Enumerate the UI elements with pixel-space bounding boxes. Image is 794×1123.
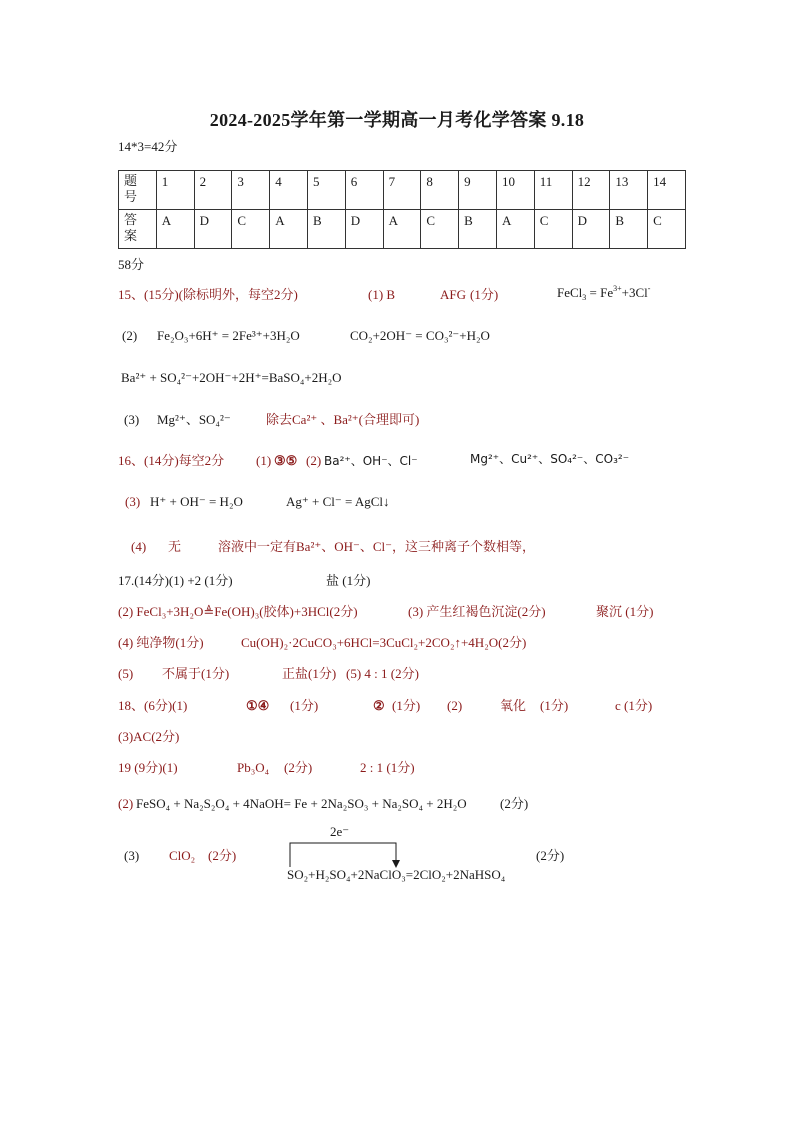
q16-equation-agcl: Ag⁺ + Cl⁻ = AgCl↓ xyxy=(286,494,390,509)
q17-line-4-ratio: (5) 4 : 1 (2分) xyxy=(346,666,419,681)
q17-line-4-not-belong: 不属于(1分) xyxy=(162,666,230,681)
table-cell: 12 xyxy=(572,171,610,210)
q17-line-3-equation: Cu(OH)₂·2CuCO₃+6HCl=3CuCl₂+2CO₂↑+4H₂O(2分) xyxy=(241,635,527,650)
q17-line-3-pure: (4) 纯净物(1分) xyxy=(118,635,204,650)
table-row xyxy=(119,171,686,210)
q18-answer-1b-score: (1分) xyxy=(392,698,421,713)
q15-answer-afg: AFG xyxy=(440,287,467,302)
table-cell: 11 xyxy=(534,171,572,210)
table-cell: A xyxy=(156,210,194,249)
q16-answer-1: ③⑤ xyxy=(274,453,298,468)
table-cell: B xyxy=(459,210,497,249)
table-cell: C xyxy=(421,210,459,249)
row-header-answer: 答 案 xyxy=(119,210,157,249)
q18-answer-2-score: (1分) xyxy=(540,698,569,713)
q15-equation-fecl3: FeCl$_3$ = $Fe^{3+}+3Cl^-$ xyxy=(557,284,651,302)
q19-answer-3-score: (2分) xyxy=(208,848,237,863)
q16-answer-2-ions: Ba²⁺、OH⁻、Cl⁻ xyxy=(324,454,418,468)
q18-answer-3: (3)AC(2分) xyxy=(118,729,180,744)
table-cell: 13 xyxy=(610,171,648,210)
q19-answer-2-label: (2) xyxy=(118,796,134,811)
q19-answer-1b: 2 : 1 (1分) xyxy=(360,760,415,775)
q16-equation-neutralization: H⁺ + OH⁻ = H₂O xyxy=(150,494,243,509)
q15-answer-3-label: (3) xyxy=(124,412,140,427)
q19-equation-feso4: FeSO₄ + Na₂S₂O₄ + 4NaOH= Fe + 2Na₂SO₃ + Na₂SO₄ + 2H₂O xyxy=(136,796,467,811)
table-cell: 8 xyxy=(421,171,459,210)
table-cell: 9 xyxy=(459,171,497,210)
table-cell: 7 xyxy=(383,171,421,210)
q17-line-4-label: (5) xyxy=(118,666,134,681)
q17-line-2-equation: (2) FeCl₃+3H₂O≜Fe(OH)₃(胶体)+3HCl(2分) xyxy=(118,604,358,619)
q16-answer-2-label: (2) xyxy=(306,453,322,468)
q15-equation-fe2o3: Fe₂O₃+6H⁺ = 2Fe³⁺+3H₂O xyxy=(157,328,300,343)
electron-transfer-label: 2e⁻ xyxy=(330,824,350,839)
table-cell: C xyxy=(534,210,572,249)
table-cell: B xyxy=(307,210,345,249)
table-cell: 2 xyxy=(194,171,232,210)
table-cell: 4 xyxy=(270,171,308,210)
page-title: 2024-2025学年第一学期高一月考化学答案 9.18 xyxy=(209,110,585,130)
q16-head: 16、(14分)每空2分 xyxy=(118,453,225,468)
table-cell: 6 xyxy=(345,171,383,210)
q18-answer-2-label: (2) xyxy=(447,698,463,713)
table-cell: D xyxy=(194,210,232,249)
table-cell: C xyxy=(648,210,686,249)
part1-score-line: 14*3=42分 xyxy=(118,139,178,154)
q15-head: 15、(15分)(除标明外，每空2分) xyxy=(118,287,298,302)
q15-answer-1: (1) B xyxy=(368,287,396,302)
table-cell: 5 xyxy=(307,171,345,210)
table-cell: 10 xyxy=(496,171,534,210)
q19-head: 19 (9分)(1) xyxy=(118,760,178,775)
table-cell: 14 xyxy=(648,171,686,210)
table-row xyxy=(119,210,686,249)
q15-answer-3-remove: 除去Ca²⁺ 、Ba²⁺(合理即可) xyxy=(266,412,420,427)
q19-equation-clo2: SO₂+H₂SO₄+2NaClO₃=2ClO₂+2NaHSO₄ xyxy=(287,867,506,882)
q16-answer-3-label: (3) xyxy=(125,494,141,509)
q15-answer-2-label: (2) xyxy=(122,328,138,343)
q17-line-4-normal-salt: 正盐(1分) xyxy=(282,666,337,681)
part2-score-line: 58分 xyxy=(118,257,145,272)
q19-answer-2-score: (2分) xyxy=(500,796,529,811)
table-cell: C xyxy=(232,210,270,249)
q18-answer-1-score: (1分) xyxy=(290,698,319,713)
table-cell: D xyxy=(345,210,383,249)
q17-line-2-precipitate: (3) 产生红褐色沉淀(2分) xyxy=(408,604,546,619)
table-cell: A xyxy=(270,210,308,249)
table-cell: D xyxy=(572,210,610,249)
q15-equation-co2: CO₂+2OH⁻ = CO₃²⁻+H₂O xyxy=(350,328,490,343)
q19-answer-3-label: (3) xyxy=(124,848,140,863)
q16-answer-4-label: (4) xyxy=(131,539,147,554)
q17-line-2-coagulation: 聚沉 (1分) xyxy=(596,604,654,619)
table-cell: 1 xyxy=(156,171,194,210)
table-cell: A xyxy=(496,210,534,249)
q15-equation-baso4: Ba²⁺ + SO₄²⁻+2OH⁻+2H⁺=BaSO₄+2H₂O xyxy=(121,370,342,385)
q19-answer-1: Pb₃O₄ xyxy=(237,760,270,775)
table-cell: A xyxy=(383,210,421,249)
q17-line-1-salt: 盐 (1分) xyxy=(326,573,371,588)
electron-transfer-arrow xyxy=(280,822,410,870)
answer-table xyxy=(118,170,686,249)
q18-head: 18、(6分)(1) xyxy=(118,698,188,713)
q15-answer-afg-score: (1分) xyxy=(470,287,499,302)
q15-answer-3-ions: Mg²⁺、SO₄²⁻ xyxy=(157,412,231,427)
q17-line-1: 17.(14分)(1) +2 (1分) xyxy=(118,573,233,588)
q19-answer-3-score2: (2分) xyxy=(536,848,565,863)
q18-answer-2: 氧化 xyxy=(500,698,527,713)
table-cell: 3 xyxy=(232,171,270,210)
row-header-number: 题 号 xyxy=(119,171,157,210)
q16-answer-1-label: (1) xyxy=(256,453,272,468)
q16-answer-4-none: 无 xyxy=(168,539,182,554)
q16-answer-2-ions-absent: Mg²⁺、Cu²⁺、SO₄²⁻、CO₃²⁻ xyxy=(470,452,630,466)
q18-answer-2b: c (1分) xyxy=(615,698,653,713)
q16-answer-4-text: 溶液中一定有Ba²⁺、OH⁻、Cl⁻，这三种离子个数相等， xyxy=(218,539,535,554)
q19-answer-3: ClO₂ xyxy=(169,848,196,863)
q18-answer-1: ①④ xyxy=(246,698,270,713)
q19-answer-1-score: (2分) xyxy=(284,760,313,775)
q18-answer-1b: ② xyxy=(373,698,385,713)
table-cell: B xyxy=(610,210,648,249)
